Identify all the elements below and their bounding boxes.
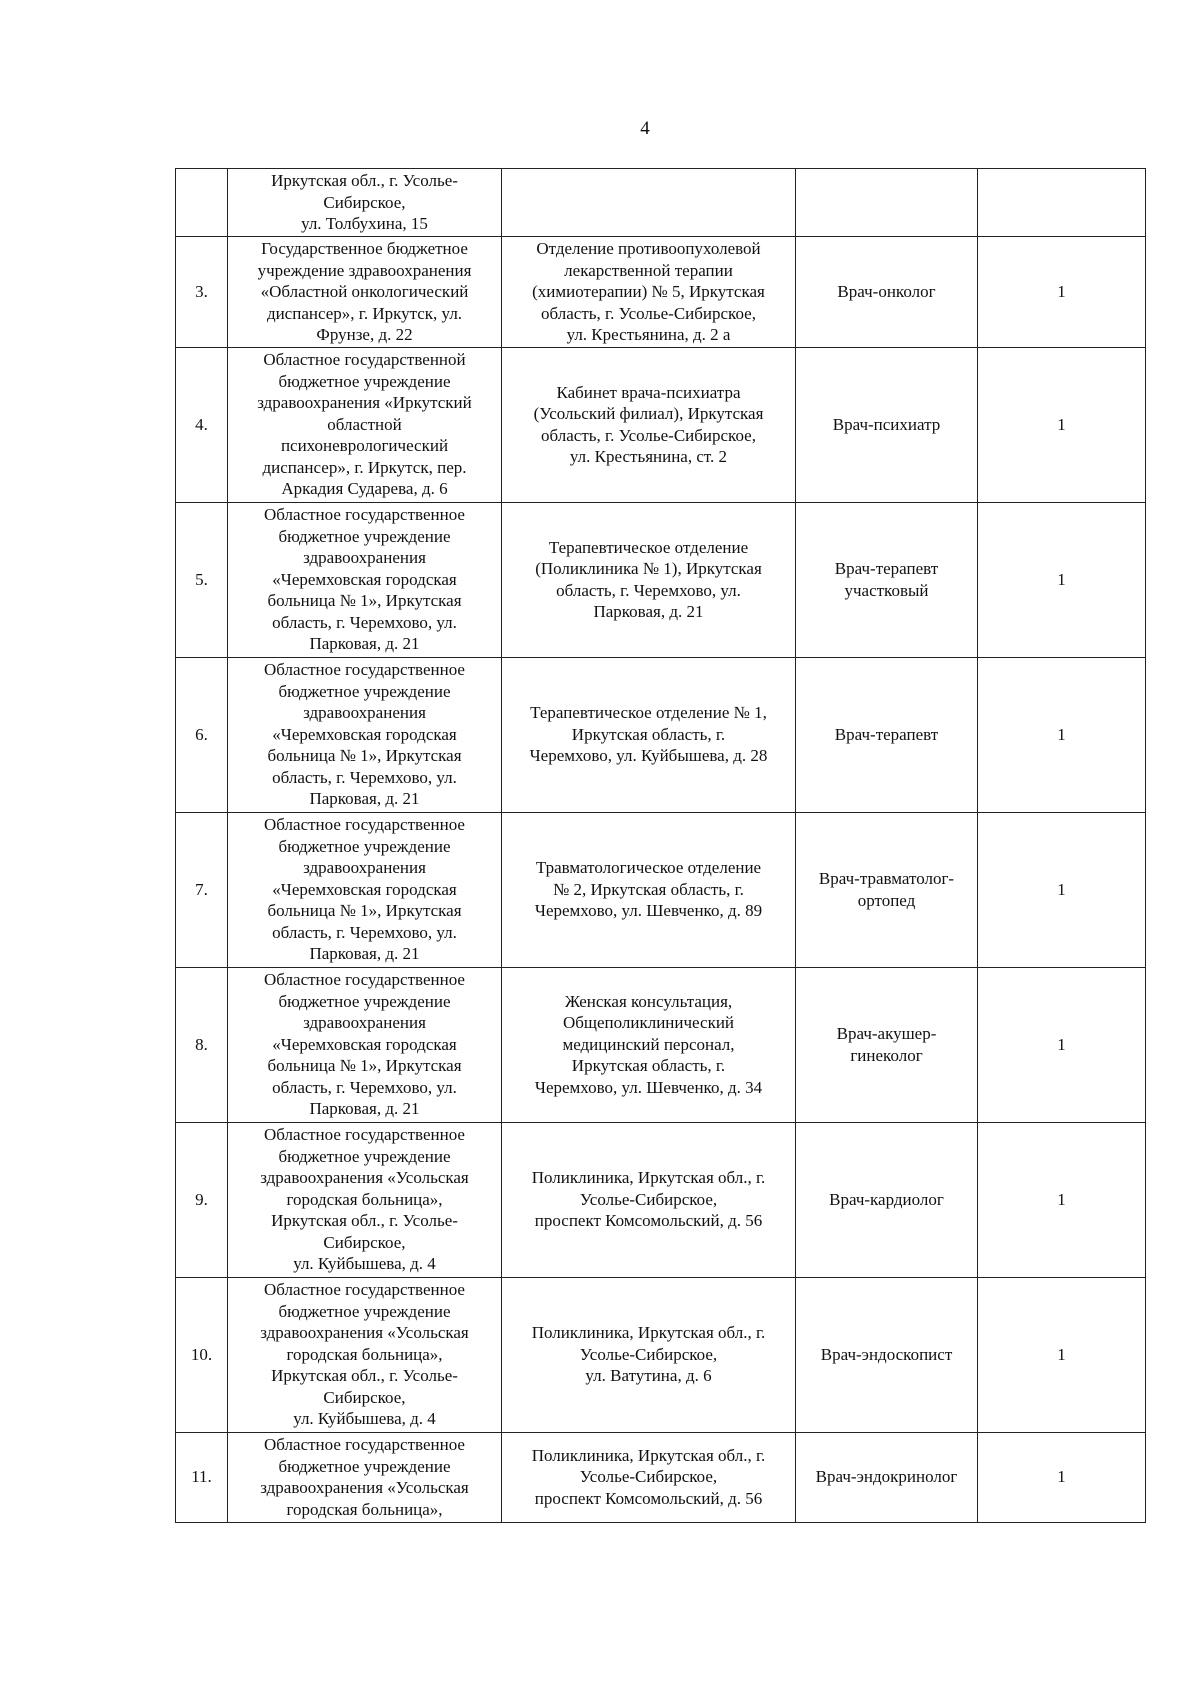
table-row xyxy=(176,237,1146,348)
table-row xyxy=(176,1122,1146,1277)
table-row xyxy=(176,812,1146,967)
department-cell: Отделение противоопухолевой лекарственной терапии (химиотерапии) № 5, Иркутская область, г. Усолье-Сибирское, ул. Крестьянина, д. 2 а xyxy=(502,237,796,348)
institution-cell: Иркутская обл., г. Усолье- Сибирское, ул. Толбухина, 15 xyxy=(228,169,502,237)
staffing-table xyxy=(175,168,1146,1523)
institution-cell: Областное государственной бюджетное учреждение здравоохранения «Иркутский областной психоневрологический диспансер», г. Иркутск, пер. Аркадия Сударева, д. 6 xyxy=(228,347,502,502)
institution-cell: Областное государственное бюджетное учреждение здравоохранения «Черемховская городская больница № 1», Иркутская область, г. Черемхово, ул. Парковая, д. 21 xyxy=(228,812,502,967)
table-row xyxy=(176,1277,1146,1432)
table-row xyxy=(176,657,1146,812)
row-number-cell: 5. xyxy=(176,502,228,657)
institution-cell: Государственное бюджетное учреждение здравоохранения «Областной онкологический диспансер», г. Иркутск, ул. Фрунзе, д. 22 xyxy=(228,237,502,348)
department-cell: Поликлиника, Иркутская обл., г. Усолье-Сибирское, проспект Комсомольский, д. 56 xyxy=(502,1122,796,1277)
count-cell: 1 xyxy=(978,347,1146,502)
department-cell: Поликлиника, Иркутская обл., г. Усолье-Сибирское, ул. Ватутина, д. 6 xyxy=(502,1277,796,1432)
count-cell: 1 xyxy=(978,812,1146,967)
institution-cell: Областное государственное бюджетное учреждение здравоохранения «Черемховская городская больница № 1», Иркутская область, г. Черемхово, ул. Парковая, д. 21 xyxy=(228,657,502,812)
count-cell: 1 xyxy=(978,1122,1146,1277)
specialty-cell: Врач-терапевт xyxy=(796,657,978,812)
table-row xyxy=(176,502,1146,657)
count-cell: 1 xyxy=(978,967,1146,1122)
page-number: 4 xyxy=(640,118,650,139)
department-cell: Поликлиника, Иркутская обл., г. Усолье-Сибирское, проспект Комсомольский, д. 56 xyxy=(502,1432,796,1522)
table-row xyxy=(176,347,1146,502)
table-row xyxy=(176,1432,1146,1522)
specialty-cell: Врач-терапевт участковый xyxy=(796,502,978,657)
row-number-cell: 7. xyxy=(176,812,228,967)
row-number-cell: 11. xyxy=(176,1432,228,1522)
row-number-cell: 10. xyxy=(176,1277,228,1432)
department-cell: Кабинет врача-психиатра (Усольский филиал), Иркутская область, г. Усолье-Сибирское, ул. Крестьянина, ст. 2 xyxy=(502,347,796,502)
institution-cell: Областное государственное бюджетное учреждение здравоохранения «Черемховская городская больница № 1», Иркутская область, г. Черемхово, ул. Парковая, д. 21 xyxy=(228,502,502,657)
specialty-cell: Врач-эндокринолог xyxy=(796,1432,978,1522)
row-number-cell: 3. xyxy=(176,237,228,348)
specialty-cell: Врач-акушер- гинеколог xyxy=(796,967,978,1122)
count-cell: 1 xyxy=(978,502,1146,657)
row-number-cell xyxy=(176,169,228,237)
row-number-cell: 8. xyxy=(176,967,228,1122)
specialty-cell: Врач-эндоскопист xyxy=(796,1277,978,1432)
count-cell: 1 xyxy=(978,1277,1146,1432)
department-cell: Терапевтическое отделение (Поликлиника № 1), Иркутская область, г. Черемхово, ул. Парковая, д. 21 xyxy=(502,502,796,657)
count-cell: 1 xyxy=(978,657,1146,812)
institution-cell: Областное государственное бюджетное учреждение здравоохранения «Усольская городская больница», Иркутская обл., г. Усолье- Сибирское, ул. Куйбышева, д. 4 xyxy=(228,1122,502,1277)
row-number-cell: 4. xyxy=(176,347,228,502)
department-cell: Травматологическое отделение № 2, Иркутская область, г. Черемхово, ул. Шевченко, д. 89 xyxy=(502,812,796,967)
institution-cell: Областное государственное бюджетное учреждение здравоохранения «Усольская городская больница», Иркутская обл., г. Усолье- Сибирское, ул. Куйбышева, д. 4 xyxy=(228,1277,502,1432)
table-row xyxy=(176,967,1146,1122)
institution-cell: Областное государственное бюджетное учреждение здравоохранения «Усольская городская больница», xyxy=(228,1432,502,1522)
specialty-cell xyxy=(796,169,978,237)
specialty-cell: Врач-травматолог- ортопед xyxy=(796,812,978,967)
department-cell xyxy=(502,169,796,237)
row-number-cell: 6. xyxy=(176,657,228,812)
specialty-cell: Врач-онколог xyxy=(796,237,978,348)
count-cell: 1 xyxy=(978,237,1146,348)
count-cell: 1 xyxy=(978,1432,1146,1522)
department-cell: Терапевтическое отделение № 1, Иркутская область, г. Черемхово, ул. Куйбышева, д. 28 xyxy=(502,657,796,812)
department-cell: Женская консультация, Общеполиклинический медицинский персонал, Иркутская область, г. Черемхово, ул. Шевченко, д. 34 xyxy=(502,967,796,1122)
row-number-cell: 9. xyxy=(176,1122,228,1277)
specialty-cell: Врач-кардиолог xyxy=(796,1122,978,1277)
count-cell xyxy=(978,169,1146,237)
institution-cell: Областное государственное бюджетное учреждение здравоохранения «Черемховская городская больница № 1», Иркутская область, г. Черемхово, ул. Парковая, д. 21 xyxy=(228,967,502,1122)
table-row xyxy=(176,169,1146,237)
specialty-cell: Врач-психиатр xyxy=(796,347,978,502)
